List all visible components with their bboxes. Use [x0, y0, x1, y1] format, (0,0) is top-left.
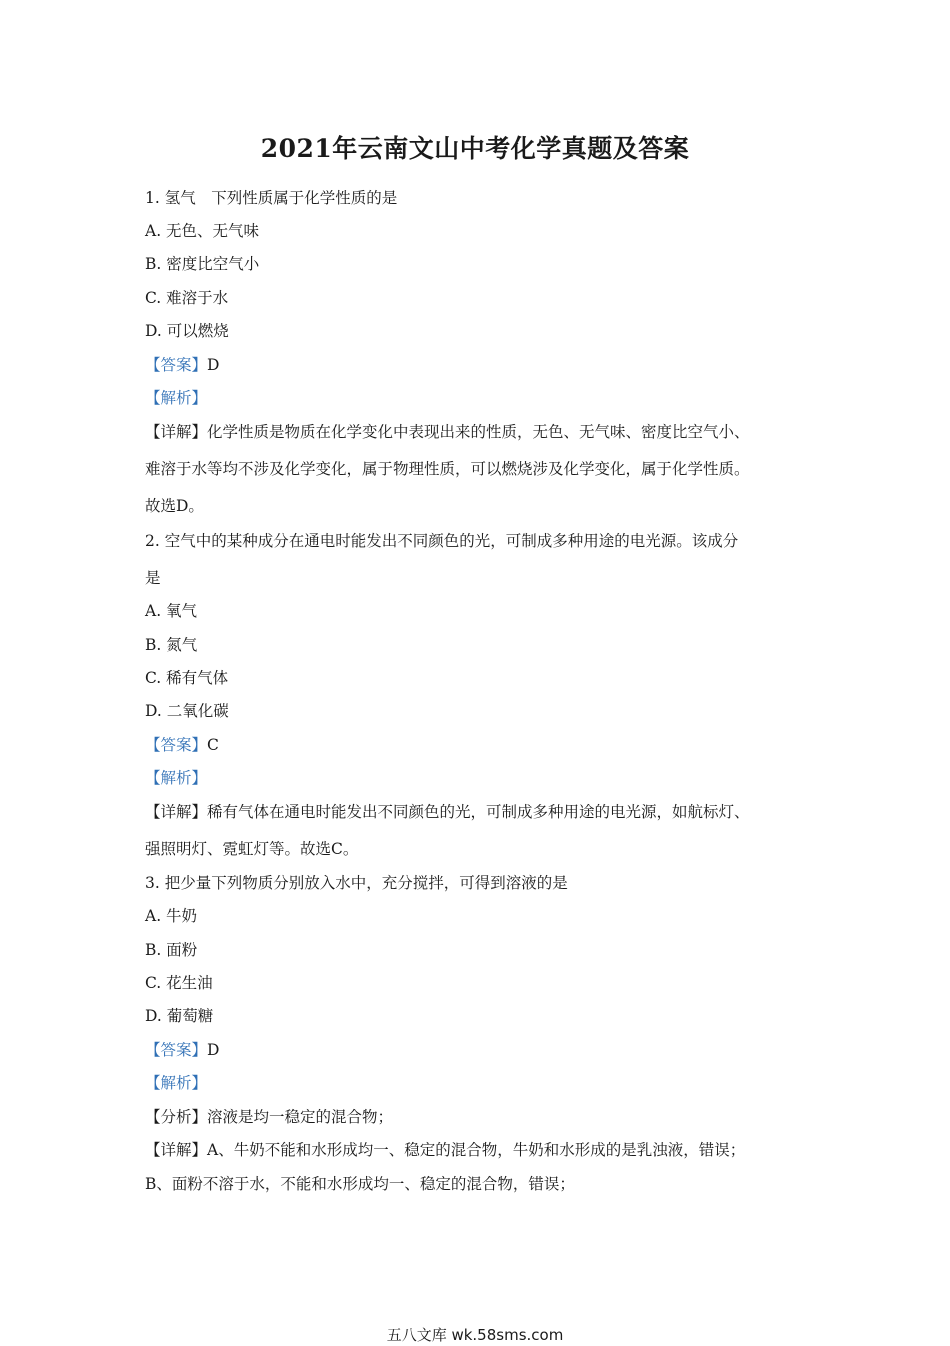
q1-detail-line-2: 难溶于水等均不涉及化学变化，属于物理性质，可以燃烧涉及化学变化，属于化学性质。: [145, 460, 750, 478]
q3-detail-line-1: [145, 1139, 825, 1161]
q1-analysis: [145, 387, 825, 409]
q1-option-d: D. 可以燃烧: [145, 322, 229, 340]
q3-detail-line-2: B、面粉不溶于水，不能和水形成均一、稳定的混合物，错误；: [145, 1175, 575, 1193]
q3-analysis-sub: [145, 1106, 825, 1128]
q2-analysis: [145, 767, 825, 789]
footer-watermark: 五八文库 wk.58sms.com: [386, 1326, 564, 1344]
q2-stem-line-2: 是: [145, 569, 161, 587]
q3-option-a: A. 牛奶: [145, 907, 198, 925]
q1-detail-line-1: [145, 421, 825, 443]
q3-analysis-sub-tag: 【分析】: [145, 1108, 208, 1126]
q1-option-b: B. 密度比空气小: [145, 255, 260, 273]
q3-answer-value: D: [207, 1041, 220, 1059]
q2-answer: [145, 734, 825, 756]
q2-option-a: A. 氧气: [145, 602, 198, 620]
q1-option-a: A. 无色、无气味: [145, 222, 260, 240]
q2-stem-line-1: 2. 空气中的某种成分在通电时能发出不同颜色的光，可制成多种用途的电光源。该成分: [145, 532, 739, 550]
q3-detail-text-1: A、牛奶不能和水形成均一、稳定的混合物，牛奶和水形成的是乳浊液，错误；: [207, 1141, 746, 1159]
q3-answer: [145, 1039, 825, 1061]
q1-detail-tag: 【详解】: [145, 423, 208, 441]
q3-option-c: C. 花生油: [145, 974, 213, 992]
q2-answer-value: C: [207, 736, 219, 754]
q1-stem: 1. 氢气 下列性质属于化学性质的是: [145, 189, 398, 207]
q3-option-d: D. 葡萄糖: [145, 1007, 214, 1025]
q2-detail-line-1: [145, 801, 825, 823]
q3-option-b: B. 面粉: [145, 941, 198, 959]
q2-option-c: C. 稀有气体: [145, 669, 229, 687]
q1-answer-tag: 【答案】: [145, 356, 208, 374]
q2-option-d: D. 二氧化碳: [145, 702, 229, 720]
q2-detail-tag: 【详解】: [145, 803, 208, 821]
q3-detail-tag: 【详解】: [145, 1141, 208, 1159]
q1-answer: [145, 354, 825, 376]
q1-detail-line-3: 故选D。: [145, 497, 204, 515]
q2-detail-line-2: 强照明灯、霓虹灯等。故选C。: [145, 840, 359, 858]
q2-answer-tag: 【答案】: [145, 736, 208, 754]
q1-detail-text-1: 化学性质是物质在化学变化中表现出来的性质，无色、无气味、密度比空气小、: [207, 423, 750, 441]
q1-analysis-tag: 【解析】: [145, 389, 208, 407]
q2-analysis-tag: 【解析】: [145, 769, 208, 787]
document-title: 2021年云南文山中考化学真题及答案: [260, 134, 690, 163]
q3-analysis-sub-text: 溶液是均一稳定的混合物；: [207, 1108, 394, 1126]
q3-stem: 3. 把少量下列物质分别放入水中，充分搅拌，可得到溶液的是: [145, 874, 568, 892]
q3-analysis: [145, 1072, 825, 1094]
q3-answer-tag: 【答案】: [145, 1041, 208, 1059]
q1-answer-value: D: [207, 356, 220, 374]
q2-option-b: B. 氮气: [145, 636, 198, 654]
q3-analysis-tag: 【解析】: [145, 1074, 208, 1092]
q1-option-c: C. 难溶于水: [145, 289, 229, 307]
q2-detail-text-1: 稀有气体在通电时能发出不同颜色的光，可制成多种用途的电光源，如航标灯、: [207, 803, 750, 821]
